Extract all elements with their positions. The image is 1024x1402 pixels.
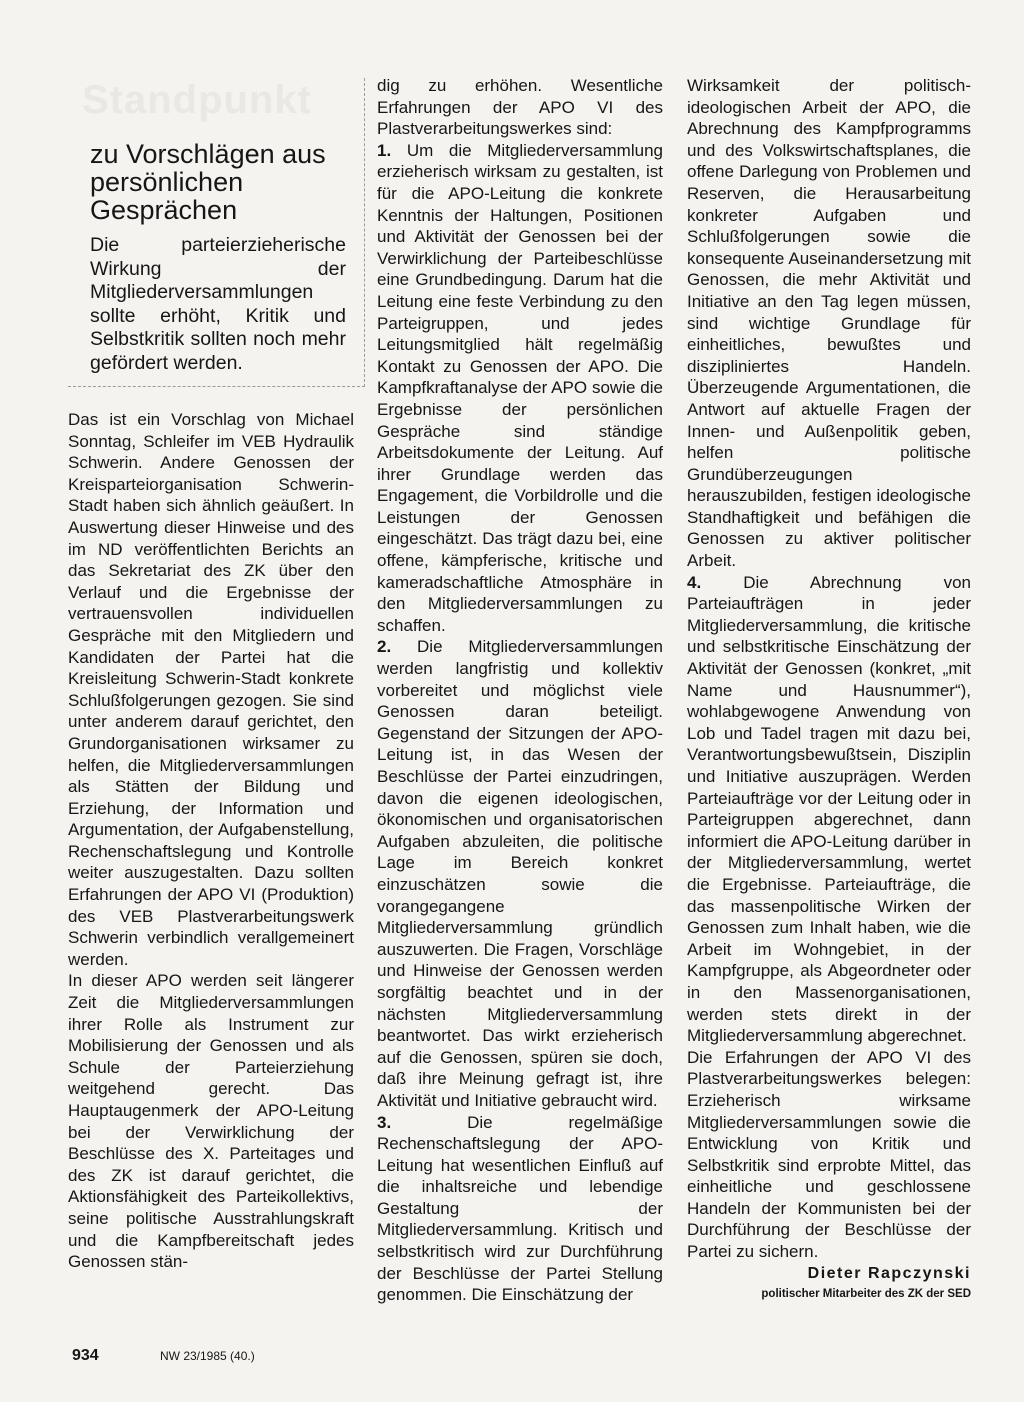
paragraph: Die Erfahrungen der APO VI des Plastverarbeitungswerkes belegen: Erzieherisch wirksame Mitgliederversammlungen sowie die Entwicklung von Kritik und Selbstkritik sind erprobte Mittel, das einheitliche und geschlossene Handeln der Kommunisten bei der Durchführung der Beschlüsse der Partei zu sichern. [687, 1047, 971, 1262]
item-text: Die Abrechnung von Parteiaufträgen in jeder Mitgliederversammlung, die kritische und selbstkritische Einschätzung der Aktivität der Genossen (konkret, „mit Name und Hausnummer“), wohlabgewogene Anwendung von Lob und Tadel tragen mit dazu bei, Verantwortungsbewußtsein, Disziplin und Initiative auszuprägen. Werden Parteiaufträge vor der Leitung oder in Parteigruppen abgerechnet, dann informiert die APO-Leitung darüber in der Mitgliederversammlung, wertet die Ergebnisse. Parteiaufträge, die das massenpolitische Wirken der Genossen zum Inhalt haben, wie die Arbeit im Wohngebiet, in der Kampfgruppe, als Abgeordneter oder in den Massenorganisationen, werden stets direkt in der Mitgliederversammlung abgerechnet. [687, 572, 971, 1046]
page-number: 934 [72, 1347, 99, 1364]
paragraph: Wirksamkeit der politisch-ideologischen Arbeit der APO, die Abrechnung des Kampfprogramms und des Volkswirtschaftsplanes, die offene Darlegung von Problemen und Reserven, die Herausarbeitung konkreter Aufgaben und Schlußfolgerungen sowie die konsequente Auseinandersetzung mit Genossen, die mehr Aktivität und Initiative an den Tag legen müssen, sind wichtige Grundlage für einheitliches, bewußtes und diszipliniertes Handeln. Überzeugende Argumentationen, die Antwort auf aktuelle Fragen der Innen- und Außenpolitik geben, helfen politische Grundüberzeugungen herauszubilden, festigen ideologische Standhaftigkeit und befähigen die Genossen zu aktiver politischer Arbeit. [687, 76, 971, 571]
author-title: politischer Mitarbeiter des ZK der SED [761, 1288, 971, 1301]
article-headline: zu Vorschlägen aus persönlichen Gesprächen [90, 139, 326, 225]
paragraph: dig zu erhöhen. Wesentliche Erfahrungen der APO VI des Plastverarbeitungswerkes sind: [377, 76, 663, 139]
item-number: 3. [377, 1112, 392, 1132]
numbered-paragraph [687, 572, 971, 1047]
article-lead: Die parteierzieherische Wirkung der Mitgliederversammlungen sollte erhöht, Kritik und Selbstkritik sollten noch mehr gefördert werden. [90, 234, 346, 374]
column-2 [377, 75, 663, 1306]
paragraph: Das ist ein Vorschlag von Michael Sonntag, Schleifer im VEB Hydraulik Schwerin. Andere Genossen der Kreisparteiorganisation Schwerin-Stadt haben sich ähnlich geäußert. In Auswertung dieser Hinweise und des im ND veröffentlichten Berichts an das Sekretariat des ZK über den Verlauf und die Ergebnisse der vertrauensvollen individuellen Gespräche mit den Mitgliedern und Kandidaten der Partei hat die Kreisleitung Schwerin-Stadt konkrete Schlußfolgerungen gezogen. Sie sind unter anderem darauf gerichtet, den Grundorganisationen wirksamer zu helfen, die Mitgliederversammlungen als Stätten der Bildung und Erziehung, der Information und Argumentation, der Aufgabenstellung, Rechenschaftslegung und Kontrolle weiter auszugestalten. Dazu sollten Erfahrungen der APO VI (Produktion) des VEB Plastverarbeitungswerk Schwerin verbindlich verallgemeinert werden. [68, 410, 354, 969]
item-text: Die regelmäßige Rechenschaftslegung der APO-Leitung hat wesentlichen Einfluß auf die inhaltsreiche und lebendige Gestaltung der Mitgliederversammlung. Kritisch und selbstkritisch wird zur Durchführung der Beschlüsse der Partei Stellung genommen. Die Einschätzung der [377, 1112, 663, 1305]
paragraph: In dieser APO werden seit längerer Zeit die Mitgliederversammlungen ihrer Rolle als Instrument zur Mobilisierung der Genossen und als Schule der Parteierziehung weitgehend gerecht. Das Hauptaugenmerk der APO-Leitung bei der Verwirklichung der Beschlüsse des X. Parteitages und des ZK ist darauf gerichtet, die Aktionsfähigkeit des Parteikollektivs, seine politische Ausstrahlungskraft und die Kampfbereitschaft jedes Genossen stän- [68, 971, 354, 1272]
item-number: 2. [377, 637, 392, 657]
issue-reference: NW 23/1985 (40.) [160, 1349, 255, 1363]
item-number: 4. [687, 572, 702, 592]
item-text: Um die Mitgliederversammlung erzieherisch wirksam zu gestalten, ist für die APO-Leitung die konkrete Kenntnis der Haltungen, Positionen und Aktivität der Genossen bei der Verwirklichung der Parteibeschlüsse eine Grundbedingung. Darum hat die Leitung eine feste Verbindung zu den Parteigruppen, und jedes Leitungsmitglied hält regelmäßig Kontakt zu Genossen der APO. Die Kampfkraftanalyse der APO sowie die Ergebnisse der persönlichen Gespräche sind ständige Arbeitsdokumente der Leitung. Auf ihrer Grundlage werden das Engagement, die Vorbildrolle und die Leistungen der Genossen eingeschätzt. Das trägt dazu bei, eine offene, kämpferische, kritische und kameradschaftliche Atmosphäre in den Mitgliederversammlungen zu schaffen. [377, 140, 663, 635]
numbered-paragraph [377, 140, 663, 637]
column-1 [68, 409, 354, 1273]
author-name: Dieter Rapczynski [807, 1264, 971, 1282]
column-3 [687, 75, 971, 1306]
watermark: Standpunkt [82, 78, 312, 122]
item-number: 1. [377, 140, 392, 160]
numbered-paragraph [377, 636, 663, 1111]
item-text: Die Mitgliederversammlungen werden langfristig und kollektiv vorbereitet und möglichst viele Genossen daran beteiligt. Gegenstand der Sitzungen der APO-Leitung ist, in das Wesen der Beschlüsse der Partei einzudringen, davon die eigenen ideologischen, ökonomischen und organisatorischen Aufgaben abzuleiten, die politische Lage im Bereich konkret einzuschätzen sowie die vorangegangene Mitgliederversammlung gründlich auszuwerten. Die Fragen, Vorschläge und Hinweise der Genossen werden sorgfältig beachtet und in der nächsten Mitgliederversammlung beantwortet. Das wirkt erzieherisch auf die Genossen, spüren sie doch, daß ihre Meinung gefragt ist, ihre Aktivität und Initiative gebraucht wird. [377, 637, 663, 1110]
numbered-paragraph [377, 1112, 663, 1306]
